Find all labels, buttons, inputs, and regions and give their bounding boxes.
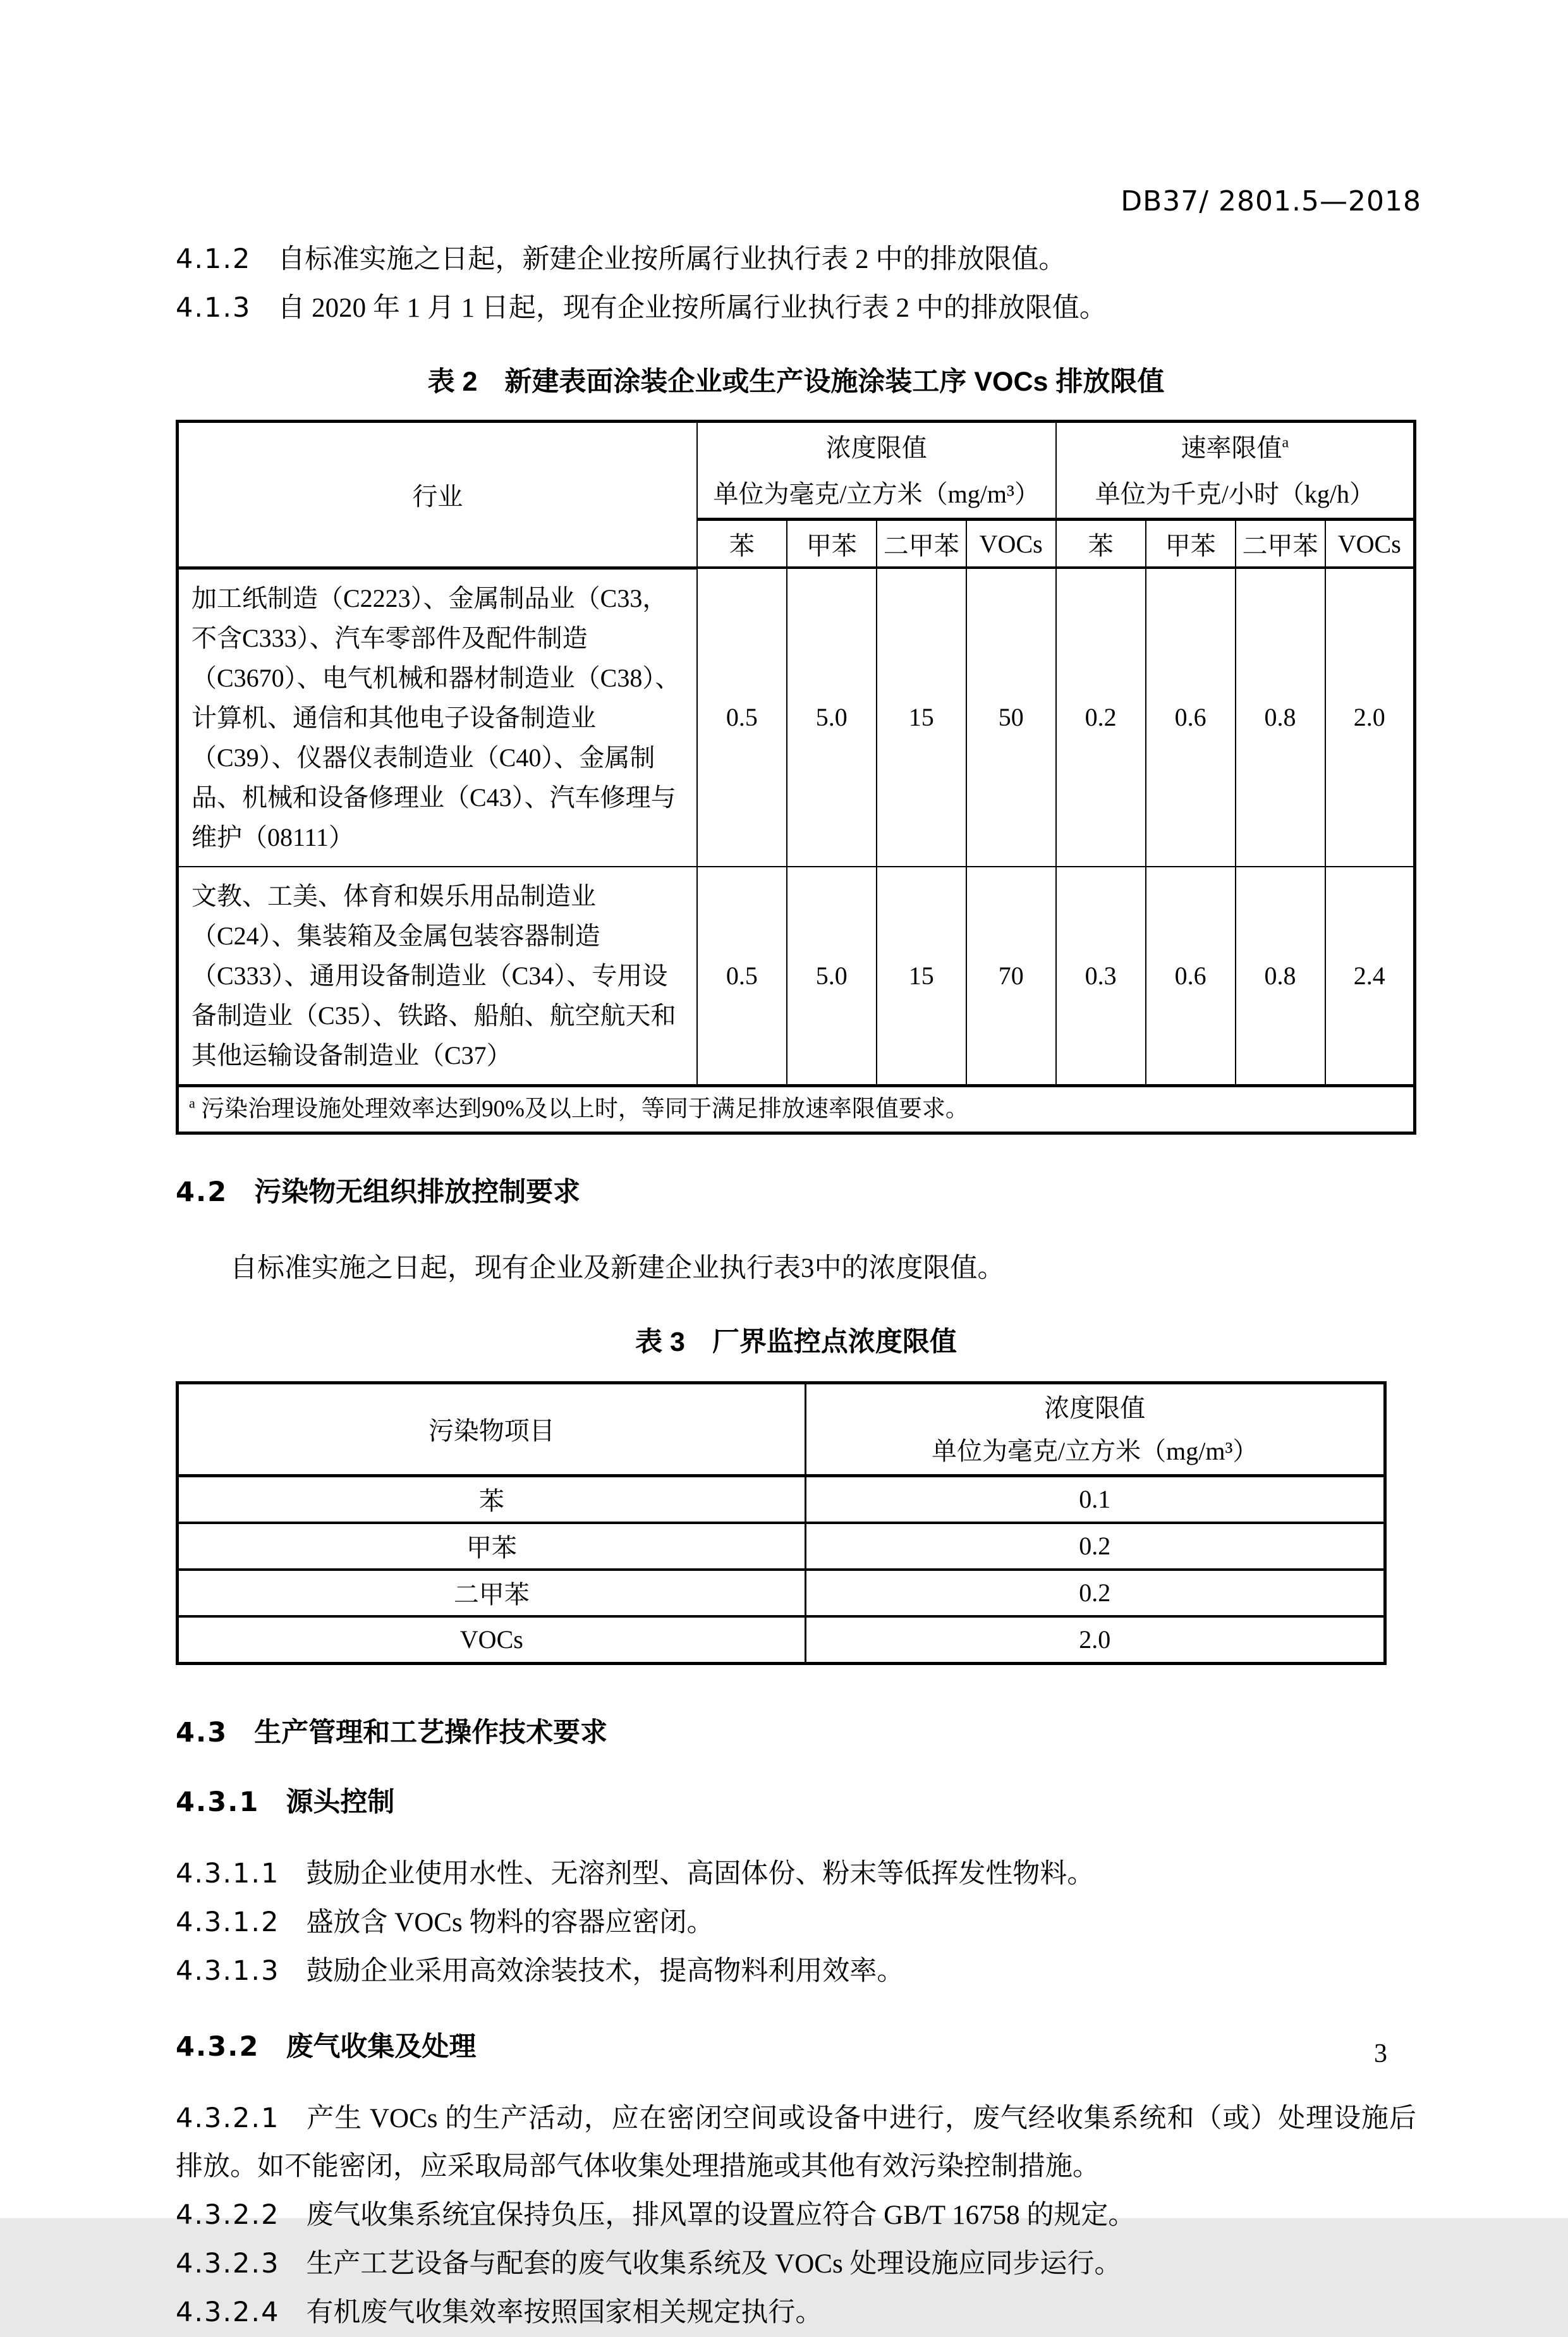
value-cell: 5.0: [787, 568, 877, 867]
section-number: 4.3: [176, 1716, 228, 1748]
table3-caption: 表 3 厂界监控点浓度限值: [635, 1326, 957, 1357]
concentration-unit-label: 单位为毫克/立方米（mg/m³）: [713, 480, 1040, 508]
clause-4-3-2-4: [176, 2288, 1416, 2337]
subheader-xylene: 二甲苯: [1236, 520, 1325, 568]
table3-header-limit: [805, 1382, 1385, 1475]
value-cell: 0.2: [805, 1570, 1385, 1616]
clause-number: 4.3.2.3: [176, 2247, 280, 2279]
clause-number: 4.3.1.2: [176, 1906, 280, 1938]
clause-text: 盛放含 VOCs 物料的容器应密闭。: [306, 1907, 714, 1937]
subheader-xylene: 二甲苯: [877, 520, 966, 568]
clause-4-3-2-2: [176, 2191, 1416, 2240]
pollutant-cell: 甲苯: [178, 1523, 806, 1570]
section-title: 污染物无组织排放控制要求: [254, 1176, 581, 1207]
industry-cell: 加工纸制造（C2223）、金属制品业（C33，不含C333）、汽车零部件及配件制造（C3670）、电气机械和器材制造业（C38）、计算机、通信和其他电子设备制造业（C39）、仪器仪表制造业（C40）、金属制品、机械和设备修理业（C43）、汽车修理与维护（08111）: [178, 568, 697, 867]
table-2-emission-limits: [176, 420, 1416, 1135]
value-cell: 15: [877, 867, 966, 1086]
pollutant-cell: VOCs: [178, 1616, 806, 1664]
clause-4-3-1-2: [176, 1898, 1416, 1947]
footnote-text: 污染治理设施处理效率达到90%及以上时，等同于满足排放速率限值要求。: [201, 1095, 969, 1122]
table2-group-header-row: [178, 422, 1415, 520]
table3-data-row: [178, 1616, 1385, 1664]
footnote-marker: a: [189, 1095, 195, 1111]
value-cell: 0.3: [1056, 867, 1146, 1086]
page-number: 3: [1374, 2039, 1387, 2068]
table3-data-row: [178, 1475, 1385, 1523]
footnote-marker: a: [1282, 434, 1289, 451]
value-cell: 70: [966, 867, 1056, 1086]
table3-data-row: [178, 1523, 1385, 1570]
subheader-benzene: 苯: [1056, 520, 1146, 568]
section-title: 废气收集及处理: [286, 2031, 477, 2062]
clause-4-3-1-3: [176, 1947, 1416, 1996]
clause-text: 有机废气收集效率按照国家相关规定执行。: [306, 2297, 823, 2328]
value-cell: 0.6: [1146, 568, 1236, 867]
subheader-toluene: 甲苯: [1146, 520, 1236, 568]
section-number: 4.3.2: [176, 2030, 260, 2063]
clause-4-3-2-3: [176, 2240, 1416, 2288]
clause-number: 4.3.1.3: [176, 1955, 280, 1987]
clause-4-1-3: [176, 284, 1416, 333]
value-cell: 0.5: [697, 568, 787, 867]
page-content: [176, 235, 1416, 2337]
value-cell: 2.0: [805, 1616, 1385, 1664]
clause-text: 废气收集系统宜保持负压，排风罩的设置应符合 GB/T 16758 的规定。: [306, 2200, 1136, 2230]
table2-data-row: [178, 867, 1415, 1086]
table3-header-row: [178, 1382, 1385, 1475]
section-4-2-heading: [176, 1174, 1416, 1211]
table3-data-row: [178, 1570, 1385, 1616]
table2-data-row: [178, 568, 1415, 867]
pollutant-cell: 二甲苯: [178, 1570, 806, 1616]
clause-text: 自标准实施之日起，新建企业按所属行业执行表 2 中的排放限值。: [277, 245, 1066, 274]
concentration-limit-label: 浓度限值: [825, 434, 927, 462]
clause-number: 4.3.2.4: [176, 2296, 280, 2328]
section-title: 生产管理和工艺操作技术要求: [254, 1717, 608, 1748]
table2-footnote: [178, 1085, 1415, 1133]
value-cell: 0.8: [1236, 568, 1325, 867]
section-4-2-body: 自标准实施之日起，现有企业及新建企业执行表3中的浓度限值。: [230, 1253, 1005, 1283]
subheader-vocs: VOCs: [1325, 520, 1415, 568]
section-4-3-2-items: [176, 2094, 1416, 2337]
section-4-3-2-heading: [176, 2029, 1416, 2065]
table3-header-pollutant: 污染物项目: [178, 1382, 806, 1475]
clause-number: 4.1.2: [176, 243, 252, 275]
clause-text: 自 2020 年 1 月 1 日起，现有企业按所属行业执行表 2 中的排放限值。: [277, 293, 1107, 323]
section-4-3-1-items: [176, 1850, 1416, 1996]
clause-text: 产生 VOCs 的生产活动，应在密闭空间或设备中进行，废气经收集系统和（或）处理设施后排放。如不能密闭，应采取局部气体收集处理措施或其他有效污染控制措施。: [176, 2103, 1416, 2181]
value-cell: 0.6: [1146, 867, 1236, 1086]
clause-text: 鼓励企业使用水性、无溶剂型、高固体份、粉末等低挥发性物料。: [306, 1858, 1095, 1889]
section-4-3-1-heading: [176, 1784, 1416, 1821]
value-cell: 0.5: [697, 867, 787, 1086]
section-number: 4.2: [176, 1176, 228, 1208]
concentration-limit-label: 浓度限值: [1044, 1393, 1146, 1422]
table-3-boundary-limits: [176, 1381, 1387, 1665]
clause-text: 生产工艺设备与配套的废气收集系统及 VOCs 处理设施应同步运行。: [306, 2249, 1122, 2279]
clause-4-1-2: [176, 235, 1416, 284]
value-cell: 5.0: [787, 867, 877, 1086]
subheader-toluene: 甲苯: [787, 520, 877, 568]
rate-unit-label: 单位为千克/小时（kg/h）: [1095, 480, 1375, 508]
clause-number: 4.1.3: [176, 292, 252, 324]
concentration-unit-label: 单位为毫克/立方米（mg/m³）: [932, 1436, 1258, 1465]
value-cell: 15: [877, 568, 966, 867]
value-cell: 0.8: [1236, 867, 1325, 1086]
standard-code: DB37/ 2801.5—2018: [1121, 185, 1421, 217]
clause-number: 4.3.2.2: [176, 2199, 280, 2231]
section-4-3-heading: [176, 1714, 1416, 1751]
subheader-benzene: 苯: [697, 520, 787, 568]
clause-number: 4.3.2.1: [176, 2102, 280, 2134]
value-cell: 50: [966, 568, 1056, 867]
table2-header-rate-group: [1056, 422, 1415, 520]
rate-limit-label: 速率限值$^a$: [1181, 434, 1289, 462]
clause-4-3-2-1: [176, 2094, 1416, 2191]
subheader-vocs: VOCs: [966, 520, 1056, 568]
value-cell: 0.1: [805, 1475, 1385, 1523]
value-cell: 0.2: [805, 1523, 1385, 1570]
value-cell: 0.2: [1056, 568, 1146, 867]
clause-text: 鼓励企业采用高效涂装技术，提高物料利用效率。: [306, 1956, 904, 1986]
clause-4-3-1-1: [176, 1850, 1416, 1898]
table2-footnote-row: [178, 1085, 1415, 1133]
section-title: 源头控制: [286, 1786, 395, 1817]
pollutant-cell: 苯: [178, 1475, 806, 1523]
section-number: 4.3.1: [176, 1786, 260, 1818]
table2-header-concentration-group: [697, 422, 1056, 520]
table2-header-industry: 行业: [178, 422, 697, 568]
industry-cell: 文教、工美、体育和娱乐用品制造业（C24）、集装箱及金属包装容器制造（C333）、通用设备制造业（C34）、专用设备制造业（C35）、铁路、船舶、航空航天和其他运输设备制造业（C37）: [178, 867, 697, 1086]
clause-number: 4.3.1.1: [176, 1857, 280, 1889]
table2-caption: 表 2 新建表面涂装企业或生产设施涂装工序 VOCs 排放限值: [427, 367, 1165, 397]
value-cell: 2.0: [1325, 568, 1415, 867]
value-cell: 2.4: [1325, 867, 1415, 1086]
